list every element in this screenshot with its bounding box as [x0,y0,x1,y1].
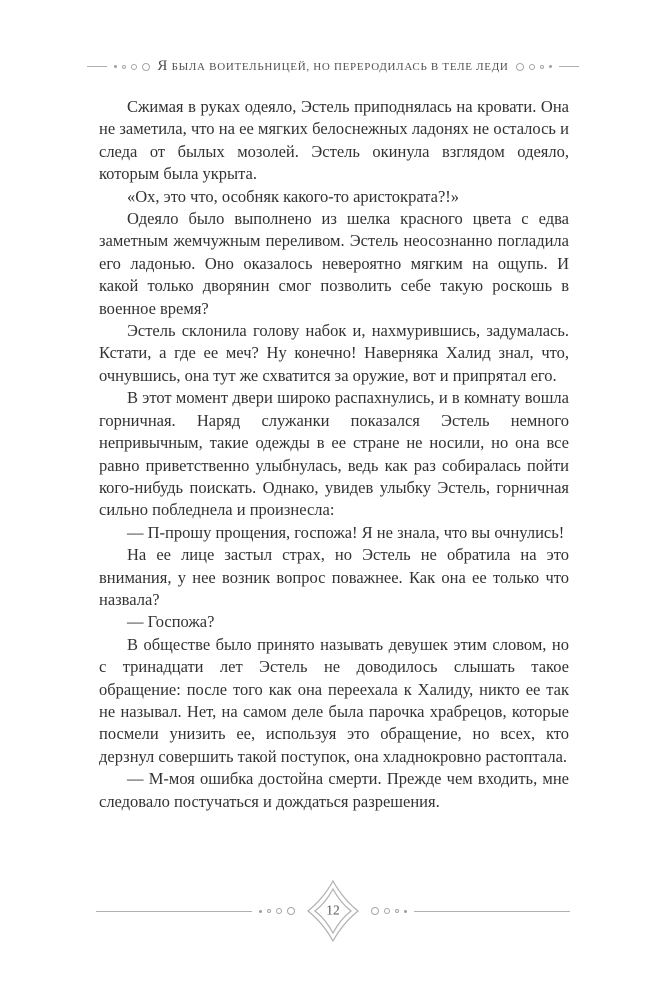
page-number: 12 [326,902,340,918]
paragraph: — М-моя ошибка достойна смерти. Прежде чем входить, мне следовало постучаться и дождаться разрешения. [99,769,569,811]
paragraph: На ее лице застыл страх, но Эстель не обратила на это внимания, у нее возник вопрос поважнее. Как она ее только что назвала? [99,545,569,609]
header-rule-left [87,66,107,67]
ornament-dot [395,909,399,913]
ornament-dot [114,65,117,68]
ornament-dot [259,910,262,913]
paragraph: «Ох, это что, особняк какого-то аристократа?!» [127,186,460,206]
ornament-dot [529,64,535,70]
ornament-dot [384,908,390,914]
ornament-dot [404,910,407,913]
ornament-dot [276,908,282,914]
paragraph: В обществе было принято называть девушек этим словом, но с тринадцати лет Эстель не доводилось слышать такое обращение: после того как она переехала к Халиду, никто ее так не называл. Нет, на самом деле была парочка храбрецов, которые посмели унизить ее, используя это обращение, но всех, кто дерзнул совершить такой поступок, она хладнокровно растоптала. [99,634,569,766]
ornament-dot [142,63,150,71]
page-text [99,96,569,813]
ornament-dot [549,65,552,68]
ornament-dot [540,65,544,69]
ornament-dot [131,64,137,70]
header-dots-left [114,63,150,71]
paragraph: — П-прошу прощения, госпожа! Я не знала, что вы очнулись! [127,522,565,542]
paragraph: Одеяло было выполнено из шелка красного цвета с едва заметным жемчужным переливом. Эстель неосознанно погладила его ладонью. Оно оказалось невероятно мягким на ощупь. И какой только дворянин смог позволить себе такую роскошь в военное время? [99,209,569,318]
ornament-dot [516,63,524,71]
page-footer [0,880,666,942]
footer-dots-left [259,907,295,915]
ornament-dot [122,65,126,69]
footer-rule-left [96,911,252,912]
header-dots-right [516,63,552,71]
paragraph: Эстель склонила голову набок и, нахмурившись, задумалась. Кстати, а где ее меч? Ну конечно! Наверняка Халид знал, что, очнувшись, она тут же схватится за оружие, вот и припрятал его. [99,321,569,385]
footer-rule-right [414,911,570,912]
running-head [0,58,666,75]
page-number-ornament [306,880,360,942]
ornament-dot [287,907,295,915]
paragraph: В этот момент двери широко распахнулись, и в комнату вошла горничная. Наряд служанки показался Эстель немного непривычным, такие одежды в ее стране не носили, но она все равно приветственно улыбнулась, ведь как раз собиралась пойти кого-нибудь поискать. Однако, увидев улыбку Эстель, горничная сильно побледнела и произнесла: [99,388,569,520]
paragraph: — Госпожа? [127,612,215,632]
footer-dots-right [371,907,407,915]
header-rule-right [559,66,579,67]
paragraph: Сжимая в руках одеяло, Эстель приподнялась на кровати. Она не заметила, что на ее мягких белоснежных ладонях не осталось и следа от былых мозолей. Эстель окинула взглядом одеяло, которым была укрыта. [99,97,569,184]
ornament-dot [371,907,379,915]
ornament-dot [267,909,271,913]
book-title: Я БЫЛА ВОИТЕЛЬНИЦЕЙ, НО ПЕРЕРОДИЛАСЬ В ТЕЛЕ ЛЕДИ [157,58,509,74]
